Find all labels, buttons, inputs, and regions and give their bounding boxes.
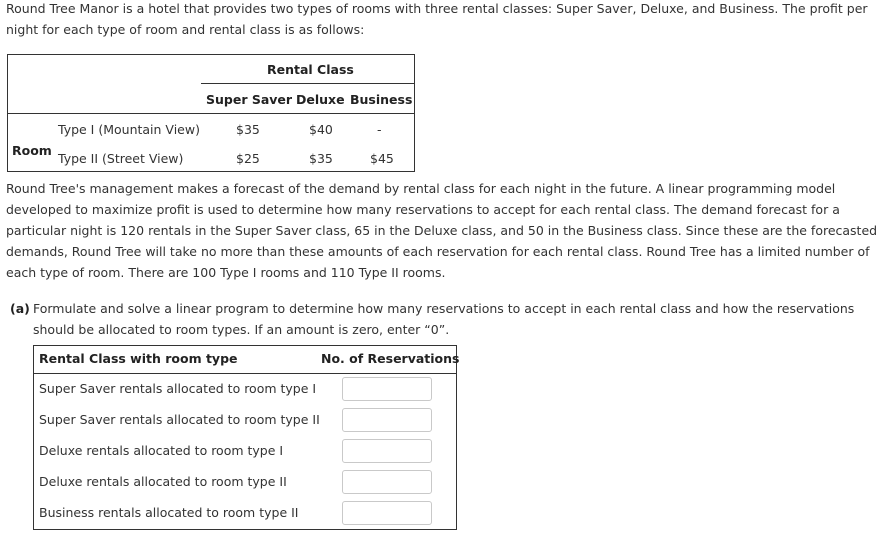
no-of-reservations-header: No. of Reservations [321, 351, 460, 366]
cell-type-ii-deluxe: $35 [309, 151, 333, 166]
deluxe-type-i-input[interactable] [342, 439, 432, 463]
row-label-type-i: Type I (Mountain View) [58, 122, 200, 137]
rental-class-header: Rental Class [267, 62, 354, 77]
table-row [34, 498, 456, 529]
cell-type-ii-super-saver: $25 [236, 151, 260, 166]
super-saver-type-ii-input[interactable] [342, 408, 432, 432]
table-row [34, 374, 456, 405]
cell-type-i-deluxe: $40 [309, 122, 333, 137]
header-bottom-divider [8, 113, 414, 114]
part-a-label: (a) [10, 301, 30, 316]
table-row [34, 405, 456, 436]
row-label: Deluxe rentals allocated to room type I [39, 443, 284, 458]
super-saver-type-i-input[interactable] [342, 377, 432, 401]
cell-type-i-super-saver: $35 [236, 122, 260, 137]
table-row [34, 467, 456, 498]
row-label: Super Saver rentals allocated to room type II [39, 412, 320, 427]
rental-class-room-type-header: Rental Class with room type [39, 351, 238, 366]
col-header-business: Business [350, 92, 413, 107]
management-paragraph: Round Tree's management makes a forecast of the demand by rental class for each night in the future. A linear programming model developed to maximize profit is used to determine how many reservations to accept for each rental class. The demand forecast for a particular night is 120 rentals in the Super Saver class, 65 in the Deluxe class, and 50 in the Business class. Since these are the forecasted demands, Round Tree will take no more than these amounts of each reservation for each rental class. Round Tree has a limited number of each type of room. There are 100 Type I rooms and 110 Type II rooms. [6, 181, 878, 280]
room-label: Room [12, 143, 52, 158]
row-label: Super Saver rentals allocated to room type I [39, 381, 317, 396]
profit-table [7, 54, 415, 172]
header-divider [201, 83, 414, 84]
table-row [34, 436, 456, 467]
row-label-type-ii: Type II (Street View) [58, 151, 184, 166]
row-label: Deluxe rentals allocated to room type II [39, 474, 287, 489]
reservations-table [33, 345, 460, 530]
col-header-super-saver: Super Saver [206, 92, 293, 107]
cell-type-i-business: - [377, 122, 382, 137]
intro-paragraph: Round Tree Manor is a hotel that provides two types of rooms with three rental classes: Super Saver, Deluxe, and Business. The profit per night for each type of room and rental class is as follows: [6, 1, 868, 37]
col-header-deluxe: Deluxe [296, 92, 345, 107]
part-a-text: Formulate and solve a linear program to determine how many reservations to accept in each rental class and how the reservations should be allocated to room types. If an amount is zero, enter “0”. [33, 301, 855, 337]
row-label: Business rentals allocated to room type II [39, 505, 299, 520]
business-type-ii-input[interactable] [342, 501, 432, 525]
cell-type-ii-business: $45 [370, 151, 394, 166]
deluxe-type-ii-input[interactable] [342, 470, 432, 494]
